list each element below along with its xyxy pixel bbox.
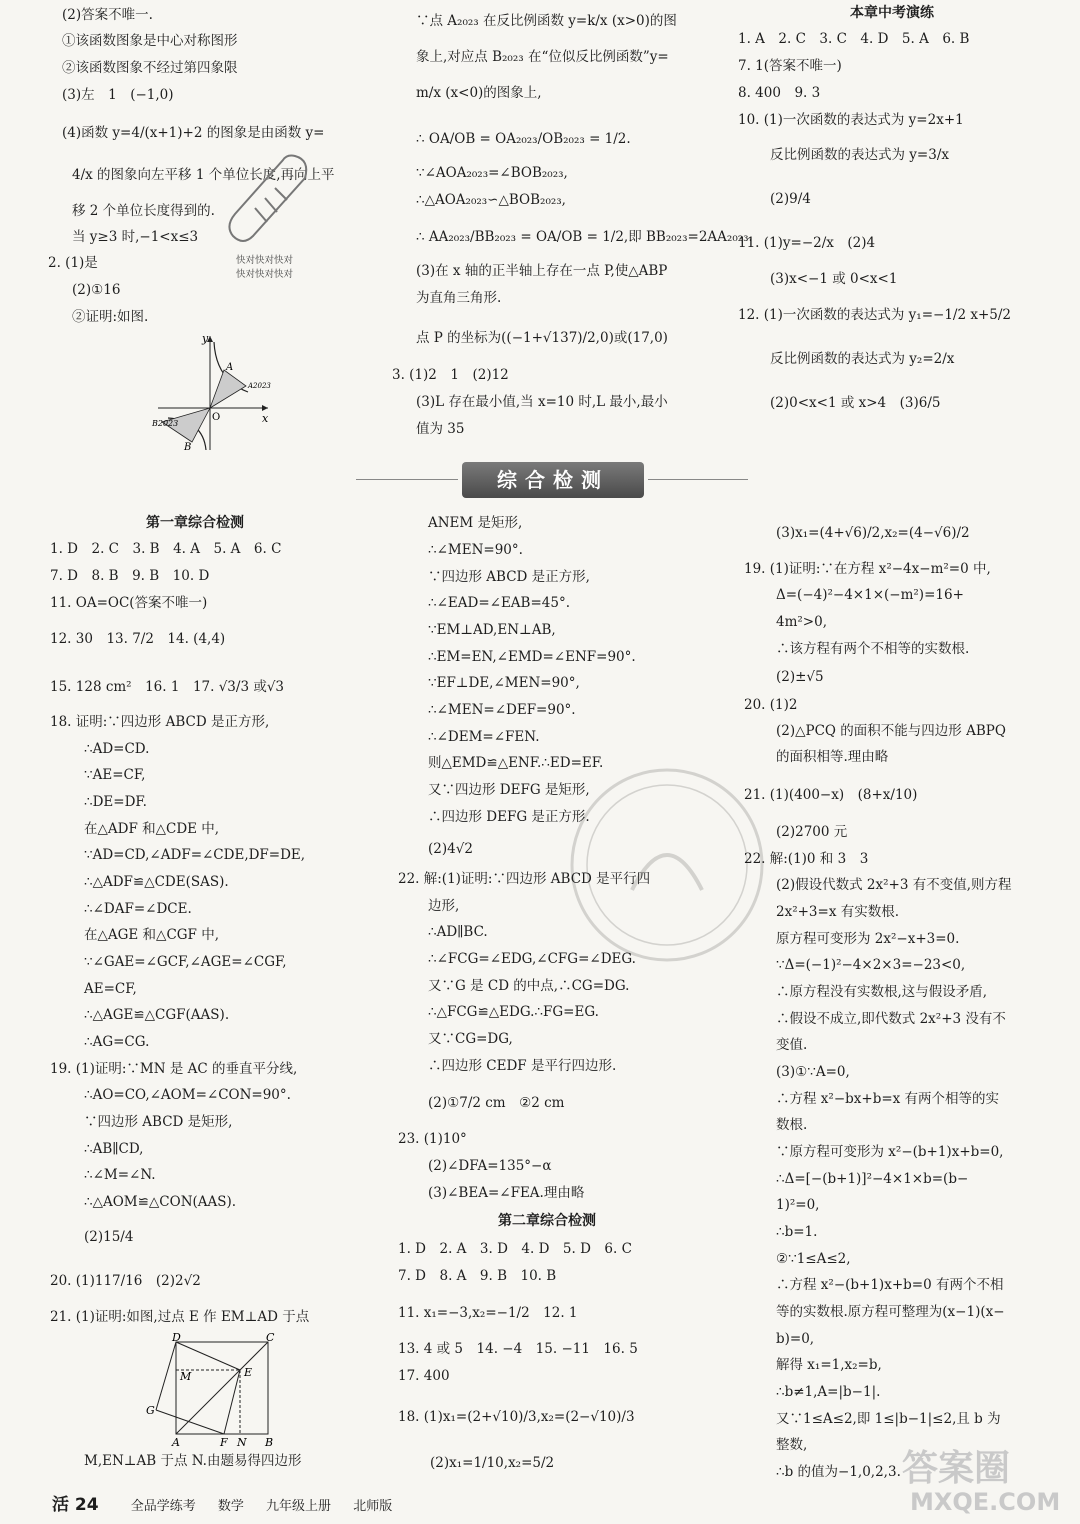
text-line: ∴四边形 CEDF 是平行四边形. [428, 1058, 617, 1074]
watermark-logo-icon: 答案圈 [902, 1448, 1011, 1489]
text-line: ∴AG=CG. [84, 1034, 150, 1050]
text-line: (2)①7/2 cm ②2 cm [428, 1095, 565, 1111]
text-line: ∴b 的值为−1,0,2,3. [776, 1464, 901, 1480]
fig2-label: M [180, 1370, 192, 1383]
text-line: (3)L 存在最小值,当 x=10 时,L 最小,最小 [416, 394, 668, 410]
text-line: 值为 35 [416, 421, 465, 437]
text-line: 1. A 2. C 3. C 4. D 5. A 6. B [738, 31, 970, 47]
text-line: 7. 1(答案不唯一) [738, 58, 842, 74]
text-line: ∴b=1. [776, 1224, 818, 1240]
text-line: 18. (1)x₁=(2+√10)/3,x₂=(2−√10)/3 [398, 1409, 635, 1425]
text-line: 10. (1)一次函数的表达式为 y=2x+1 [738, 112, 964, 128]
text-line: 的面积相等.理由略 [776, 749, 889, 765]
text-line: 2. (1)是 [48, 255, 98, 271]
text-line: (2)0<x<1 或 x>4 (3)6/5 [770, 395, 941, 411]
fig1-label: A [226, 362, 234, 373]
square-figure [144, 1332, 280, 1448]
text-line: (2)2700 元 [776, 824, 848, 840]
text-line: (3)∠BEA=∠FEA.理由略 [428, 1185, 585, 1201]
text-line: 7. D 8. A 9. B 10. B [398, 1268, 557, 1284]
text-line: 移 2 个单位长度得到的. [72, 203, 215, 219]
edition-name: 北师版 [353, 1499, 393, 1514]
text-line: 反比例函数的表达式为 y=3/x [770, 147, 949, 163]
watermark-url-icon: MXQE.COM [910, 1488, 1061, 1516]
text-line: 23. (1)10° [398, 1131, 467, 1147]
text-line: (2)15/4 [84, 1229, 134, 1245]
chapter-title: 第二章综合检测 [498, 1213, 596, 1229]
text-line: ∴方程 x²−bx+b=x 有两个相等的实 [776, 1091, 1000, 1107]
text-line: ∴EM=EN,∠EMD=∠ENF=90°. [428, 649, 636, 665]
text-line: ∵原方程可变形为 x²−(b+1)x+b=0, [776, 1144, 1004, 1160]
text-line: 4/x 的图象向左平移 1 个单位长度,再向上平 [72, 167, 335, 183]
text-line: ∴△AOM≌△CON(AAS). [84, 1194, 237, 1210]
text-line: 在△AGE 和△CGF 中, [84, 927, 220, 943]
fig2-label: B [265, 1436, 274, 1448]
text-line: 又∵1≤A≤2,即 1≤|b−1|≤2,且 b 为 [776, 1411, 1001, 1427]
text-line: (2)答案不唯一. [62, 7, 153, 23]
text-line: ∵AD=CD,∠ADF=∠CDE,DF=DE, [84, 847, 306, 863]
text-line: 19. (1)证明:∵MN 是 AC 的垂直平分线, [50, 1061, 298, 1077]
text-line: ∴∠DEM=∠FEN. [428, 729, 540, 745]
text-line: ①该函数图象是中心对称图形 [62, 33, 238, 49]
text-line: ∴方程 x²−(b+1)x+b=0 有两个不相 [776, 1277, 1004, 1293]
text-line: 反比例函数的表达式为 y₂=2/x [770, 351, 955, 367]
text-line: 18. 证明:∵四边形 ABCD 是正方形, [50, 714, 270, 730]
divider-rule [648, 479, 748, 480]
text-line: 3. (1)2 1 (2)12 [392, 367, 509, 383]
text-line: 又∵CG=DG, [428, 1031, 513, 1047]
text-line: 11. x₁=−3,x₂=−1/2 12. 1 [398, 1305, 578, 1321]
text-line: (3)x<−1 或 0<x<1 [770, 271, 898, 287]
text-line: 原方程可变形为 2x²−x+3=0. [776, 931, 960, 947]
fig1-label: B2023 [152, 419, 179, 428]
text-line: (3)①∵A=0, [776, 1064, 850, 1080]
text-line: (2)9/4 [770, 191, 811, 207]
fig2-label: A [172, 1436, 180, 1448]
text-line: 数根. [776, 1117, 808, 1133]
text-line: 20. (1)117/16 (2)2√2 [50, 1273, 201, 1289]
text-line: 整数, [776, 1437, 808, 1453]
text-line: ∴b≠1,A=|b−1|. [776, 1384, 881, 1400]
text-line: ∴假设不成立,即代数式 2x²+3 没有不 [776, 1011, 1006, 1027]
text-line: ∴AO=CO,∠AOM=∠CON=90°. [84, 1087, 291, 1103]
text-line: ∴∠MEN=90°. [428, 542, 523, 558]
stamp-watermark-icon [562, 760, 772, 970]
text-line: ∴四边形 DEFG 是正方形. [428, 809, 590, 825]
text-line: 当 y≥3 时,−1<x≤3 [72, 229, 199, 245]
text-line: 边形, [428, 898, 460, 914]
page-number: 活 24 [52, 1495, 99, 1515]
page-footer [52, 1490, 410, 1515]
text-line: 2x²+3=x 有实数根. [776, 904, 900, 920]
text-line: 13. 4 或 5 14. −4 15. −11 16. 5 [398, 1341, 638, 1357]
fig1-label: x [262, 412, 269, 425]
text-line: ∴△AGE≌△CGF(AAS). [84, 1007, 230, 1023]
function-graph-figure [148, 330, 278, 455]
text-line: ∴该方程有两个不相等的实数根. [776, 641, 970, 657]
carrot-mark-icon [225, 148, 315, 248]
text-line: 11. (1)y=−2/x (2)4 [738, 235, 876, 251]
text-line: ∴Δ=[−(b+1)]²−4×1×b=(b− [776, 1171, 969, 1187]
text-line: ∴∠EAD=∠EAB=45°. [428, 595, 571, 611]
text-line: 1. D 2. A 3. D 4. D 5. D 6. C [398, 1241, 632, 1257]
text-line: ∵AE=CF, [84, 767, 146, 783]
grade-name: 九年级上册 [266, 1499, 332, 1514]
text-line: ∵点 A₂₀₂₃ 在反比例函数 y=k/x (x>0)的图 [416, 13, 677, 29]
text-line: ②证明:如图. [72, 309, 149, 325]
text-line: ∵∠GAE=∠GCF,∠AGE=∠CGF, [84, 954, 287, 970]
text-line: ∴△ADF≌△CDE(SAS). [84, 874, 229, 890]
text-line: ∵Δ=(−1)²−4×2×3=−23<0, [776, 957, 966, 973]
text-line: 21. (1)(400−x) (8+x/10) [744, 787, 918, 803]
series-name: 全品学练考 [130, 1499, 196, 1514]
text-line: 1)²=0, [776, 1197, 820, 1213]
text-line: ∴∠M=∠N. [84, 1167, 156, 1183]
fig2-label: E [244, 1366, 253, 1379]
text-line: 解得 x₁=1,x₂=b, [776, 1357, 882, 1373]
text-line: ∴△FCG≌△EDG.∴FG=EG. [428, 1004, 599, 1020]
mark-label: 快对快对快对 [236, 255, 294, 266]
text-line: 12. (1)一次函数的表达式为 y₁=−1/2 x+5/2 [738, 307, 1012, 323]
text-line: 22. 解:(1)0 和 3 3 [744, 851, 869, 867]
text-line: ∴∠DAF=∠DCE. [84, 901, 192, 917]
text-line: ∵四边形 ABCD 是矩形, [84, 1114, 233, 1130]
text-line: AE=CF, [84, 981, 137, 997]
text-line: ∴ AA₂₀₂₃/BB₂₀₂₃ = OA/OB = 1/2,即 BB₂₀₂₃=2AA₂₀₂₃. [416, 229, 753, 245]
section-title: 本章中考演练 [850, 5, 934, 21]
text-line: (2)x₁=1/10,x₂=5/2 [430, 1455, 555, 1471]
text-line: ∴原方程没有实数根,这与假设矛盾, [776, 984, 988, 1000]
text-line: ∵∠AOA₂₀₂₃=∠BOB₂₀₂₃, [416, 165, 568, 181]
text-line: 11. OA=OC(答案不唯一) [50, 595, 208, 611]
text-line: (3)在 x 轴的正半轴上存在一点 P,使△ABP [416, 263, 668, 279]
text-line: Δ=(−4)²−4×1×(−m²)=16+ [776, 587, 964, 603]
text-line: 变值. [776, 1037, 808, 1053]
fig2-label: N [237, 1436, 247, 1448]
text-line: m/x (x<0)的图象上, [416, 85, 542, 101]
text-line: ∴∠FCG=∠EDG,∠CFG=∠DEG. [428, 951, 636, 967]
text-line: 17. 400 [398, 1368, 450, 1384]
text-line: (2)①16 [72, 282, 121, 298]
text-line: ②∵1≤A≤2, [776, 1251, 851, 1267]
text-line: 在△ADF 和△CDE 中, [84, 821, 220, 837]
text-line: 又∵G 是 CD 的中点,∴CG=DG. [428, 978, 630, 994]
text-line: ∴AB∥CD, [84, 1141, 144, 1157]
section-banner: 综合检测 [462, 462, 644, 498]
text-line: 22. 解:(1)证明:∵四边形 ABCD 是平行四 [398, 871, 651, 887]
chapter-title: 第一章综合检测 [146, 515, 244, 531]
text-line: (4)函数 y=4/(x+1)+2 的图象是由函数 y= [62, 125, 325, 141]
text-line: b)=0, [776, 1331, 815, 1347]
fig1-label: O [212, 412, 221, 423]
text-line: ∵EM⊥AD,EN⊥AB, [428, 622, 556, 638]
fig2-label: G [146, 1404, 155, 1417]
text-line: 4m²>0, [776, 614, 827, 630]
text-line: ②该函数图象不经过第四象限 [62, 60, 238, 76]
text-line: ∴ OA/OB = OA₂₀₂₃/OB₂₀₂₃ = 1/2. [416, 131, 631, 147]
fig1-label: A2023 [248, 382, 271, 390]
text-line: ∵EF⊥DE,∠MEN=90°, [428, 675, 580, 691]
text-line: 为直角三角形. [416, 290, 502, 306]
text-line: (3)左 1 (−1,0) [62, 87, 174, 103]
text-line: ∴DE=DF. [84, 794, 147, 810]
text-line: (2)4√2 [428, 841, 473, 857]
text-line: 20. (1)2 [744, 697, 798, 713]
text-line: 象上,对应点 B₂₀₂₃ 在“位似反比例函数”y= [416, 49, 669, 65]
text-line: 则△EMD≌△ENF.∴ED=EF. [428, 755, 604, 771]
fig1-label: y [202, 332, 209, 345]
text-line: ANEM 是矩形, [428, 515, 523, 531]
text-line: (2)△PCQ 的面积不能与四边形 ABPQ [776, 723, 1006, 739]
text-line: ∴△AOA₂₀₂₃∽△BOB₂₀₂₃, [416, 192, 566, 208]
text-line: ∵四边形 ABCD 是正方形, [428, 569, 590, 585]
text-line: 又∵四边形 DEFG 是矩形, [428, 782, 590, 798]
text-line: 点 P 的坐标为((−1+√137)/2,0)或(17,0) [416, 330, 668, 346]
fig2-label: F [220, 1436, 228, 1448]
text-line: (2)假设代数式 2x²+3 有不变值,则方程 [776, 877, 1012, 893]
mark-label: 快对快对快对 [236, 269, 294, 280]
text-line: ∴AD∥BC. [428, 924, 488, 940]
text-line: 15. 128 cm² 16. 1 17. √3/3 或√3 [50, 679, 285, 695]
divider-rule [356, 479, 458, 480]
text-line: M,EN⊥AB 于点 N.由题易得四边形 [84, 1453, 302, 1469]
fig2-label: D [172, 1332, 181, 1344]
text-line: ∴AD=CD. [84, 741, 150, 757]
text-line: 12. 30 13. 7/2 14. (4,4) [50, 631, 226, 647]
text-line: ∴∠MEN=∠DEF=90°. [428, 702, 576, 718]
text-line: 等的实数根.原方程可整理为(x−1)(x− [776, 1304, 1005, 1320]
text-line: 21. (1)证明:如图,过点 E 作 EM⊥AD 于点 [50, 1309, 310, 1325]
fig1-label: B [184, 442, 192, 453]
subject-name: 数学 [217, 1499, 244, 1514]
text-line: 19. (1)证明:∵在方程 x²−4x−m²=0 中, [744, 561, 991, 577]
text-line: (2)±√5 [776, 669, 824, 685]
text-line: 8. 400 9. 3 [738, 85, 821, 101]
text-line: 1. D 2. C 3. B 4. A 5. A 6. C [50, 541, 282, 557]
text-line: (2)∠DFA=135°−α [428, 1158, 552, 1174]
text-line: 7. D 8. B 9. B 10. D [50, 568, 210, 584]
text-line: (3)x₁=(4+√6)/2,x₂=(4−√6)/2 [776, 525, 970, 541]
fig2-label: C [266, 1332, 275, 1344]
